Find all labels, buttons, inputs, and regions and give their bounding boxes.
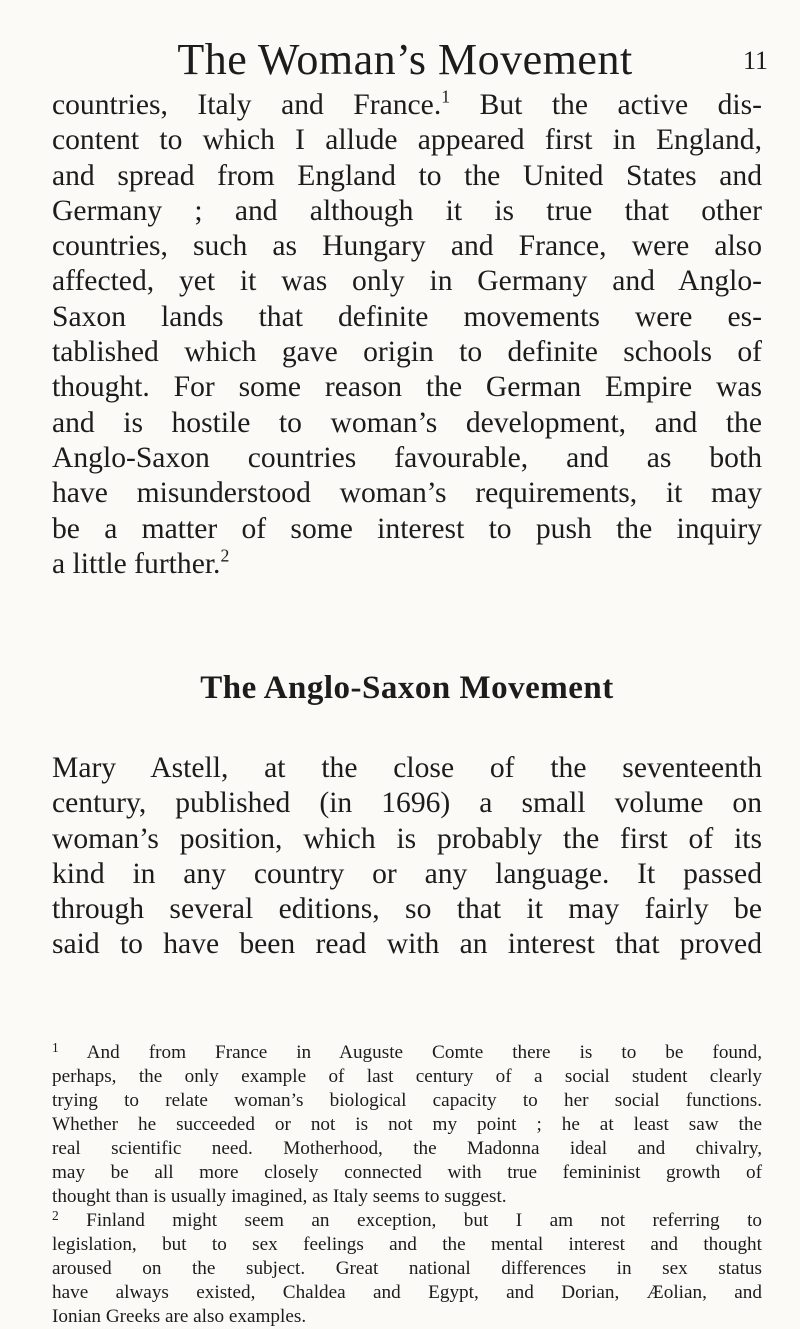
footnote-ref-2: 2 (220, 545, 230, 566)
running-title: The Woman’s Movement (177, 35, 633, 84)
text-line (52, 547, 762, 582)
text-line: countries, such as Hungary and France, were also (52, 230, 762, 263)
paragraph-continued (52, 88, 762, 582)
text-line: and is hostile to woman’s development, and the (52, 406, 762, 439)
footnote-line (52, 1209, 762, 1233)
footnote-line: perhaps, the only example of last century of a social student clearly (52, 1066, 762, 1087)
footnote-line: real scientific need. Motherhood, the Madonna ideal and chivalry, (52, 1138, 762, 1159)
text-line: content to which I allude appeared first in England, (52, 124, 762, 157)
text-line: thought. For some reason the German Empire was (52, 371, 762, 404)
footnote-line-fragment: And from France in Auguste Comte there is to be found, (58, 1042, 762, 1063)
footnote-1 (52, 1041, 762, 1209)
footnote-line: trying to relate woman’s biological capacity to her social functions. (52, 1090, 762, 1111)
footnote-line-fragment: Finland might seem an exception, but I am not referring to (58, 1210, 762, 1231)
text-line: said to have been read with an interest that proved (52, 928, 762, 961)
text-line: affected, yet it was only in Germany and Anglo- (52, 265, 762, 298)
text-line: century, published (in 1696) a small volume on (52, 787, 762, 820)
text-line: and spread from England to the United States and (52, 159, 762, 192)
text-line-fragment: a little further. (52, 547, 221, 580)
footnote-marker: 1 (52, 1039, 59, 1055)
footnote-line: thought than is usually imagined, as Italy seems to suggest. (52, 1186, 507, 1207)
footnote-line: Ionian Greeks are also examples. (52, 1306, 307, 1327)
text-line: be a matter of some interest to push the inquiry (52, 512, 762, 545)
section-heading: The Anglo-Saxon Movement (200, 670, 614, 706)
section-paragraph (52, 751, 762, 963)
footnote-line (52, 1041, 762, 1065)
text-line: Mary Astell, at the close of the seventeenth (52, 752, 762, 784)
footnote-2 (52, 1209, 762, 1329)
running-head (52, 30, 768, 90)
footnote-marker: 2 (52, 1207, 59, 1223)
text-line: Germany ; and although it is true that other (52, 194, 762, 227)
text-line-fragment: countries, Italy and France. (52, 89, 442, 121)
text-line: kind in any country or any language. It passed (52, 857, 762, 890)
footnotes (52, 1041, 762, 1329)
footnote-line: may be all more closely connected with true femininist growth of (52, 1162, 762, 1183)
text-line: through several editions, so that it may fairly be (52, 893, 762, 926)
page-number: 11 (742, 46, 768, 75)
footnote-line: Whether he succeeded or not is not my point ; he at least saw the (52, 1114, 762, 1135)
text-line: woman’s position, which is probably the first of its (52, 822, 762, 855)
footnote-ref-1: 1 (441, 86, 451, 107)
footnote-line: legislation, but to sex feelings and the mental interest and thought (52, 1234, 762, 1255)
footnote-line: have always existed, Chaldea and Egypt, and Dorian, Æolian, and (52, 1282, 762, 1303)
text-line: tablished which gave origin to definite schools of (52, 336, 762, 369)
text-line (52, 88, 762, 123)
text-line: Saxon lands that definite movements were es- (52, 300, 762, 333)
text-line: have misunderstood woman’s requirements, it may (52, 477, 762, 510)
text-line: Anglo-Saxon countries favourable, and as both (52, 441, 762, 474)
footnote-line: aroused on the subject. Great national differences in sex status (52, 1258, 762, 1279)
text-line-fragment: But the active dis- (450, 89, 762, 121)
